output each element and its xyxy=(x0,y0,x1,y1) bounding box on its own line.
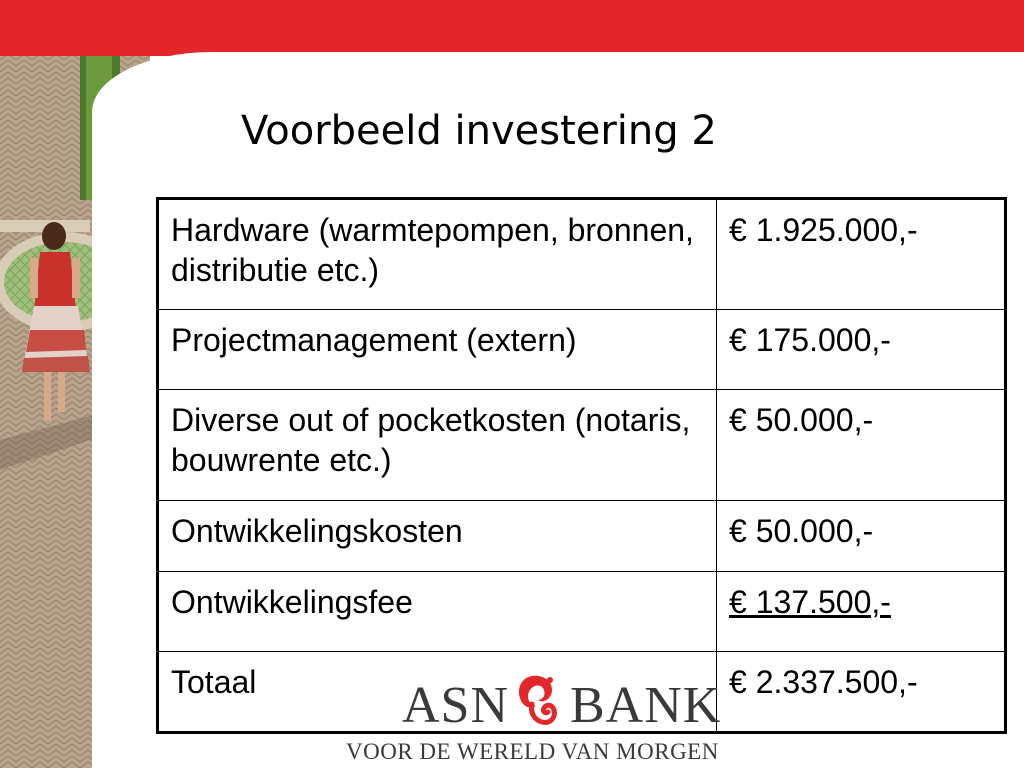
total-label: Totaal xyxy=(158,652,717,733)
row-amount: € 175.000,- xyxy=(717,310,1006,390)
row-amount: € 50.000,- xyxy=(717,390,1006,501)
logo-text-asn: ASN xyxy=(402,677,510,734)
row-description: Ontwikkelingsfee xyxy=(158,572,717,652)
table-row xyxy=(158,199,1006,310)
total-amount: € 2.337.500,- xyxy=(717,652,1006,733)
investment-table xyxy=(156,197,1007,734)
row-description: Projectmanagement (extern) xyxy=(158,310,717,390)
table-row xyxy=(158,390,1006,501)
slide-title: Voorbeeld investering 2 xyxy=(241,108,717,154)
header-band xyxy=(0,0,1024,56)
row-description: Ontwikkelingskosten xyxy=(158,501,717,572)
table-row xyxy=(158,572,1006,652)
row-amount xyxy=(717,572,1006,652)
row-description: Diverse out of pocketkosten (notaris, bouwrente etc.) xyxy=(158,390,717,501)
logo-text-bank: BANK xyxy=(570,677,722,734)
asn-bank-logo xyxy=(396,668,726,732)
table-row xyxy=(158,501,1006,572)
row-amount-underlined: € 137.500,- xyxy=(729,584,891,620)
row-amount: € 50.000,- xyxy=(717,501,1006,572)
squirrel-icon xyxy=(508,670,564,731)
table-row xyxy=(158,310,1006,390)
logo-slogan: VOOR DE WERELD VAN MORGEN xyxy=(346,739,719,764)
row-description: Hardware (warmtepompen, bronnen, distributie etc.) xyxy=(158,199,717,310)
row-amount: € 1.925.000,- xyxy=(717,199,1006,310)
